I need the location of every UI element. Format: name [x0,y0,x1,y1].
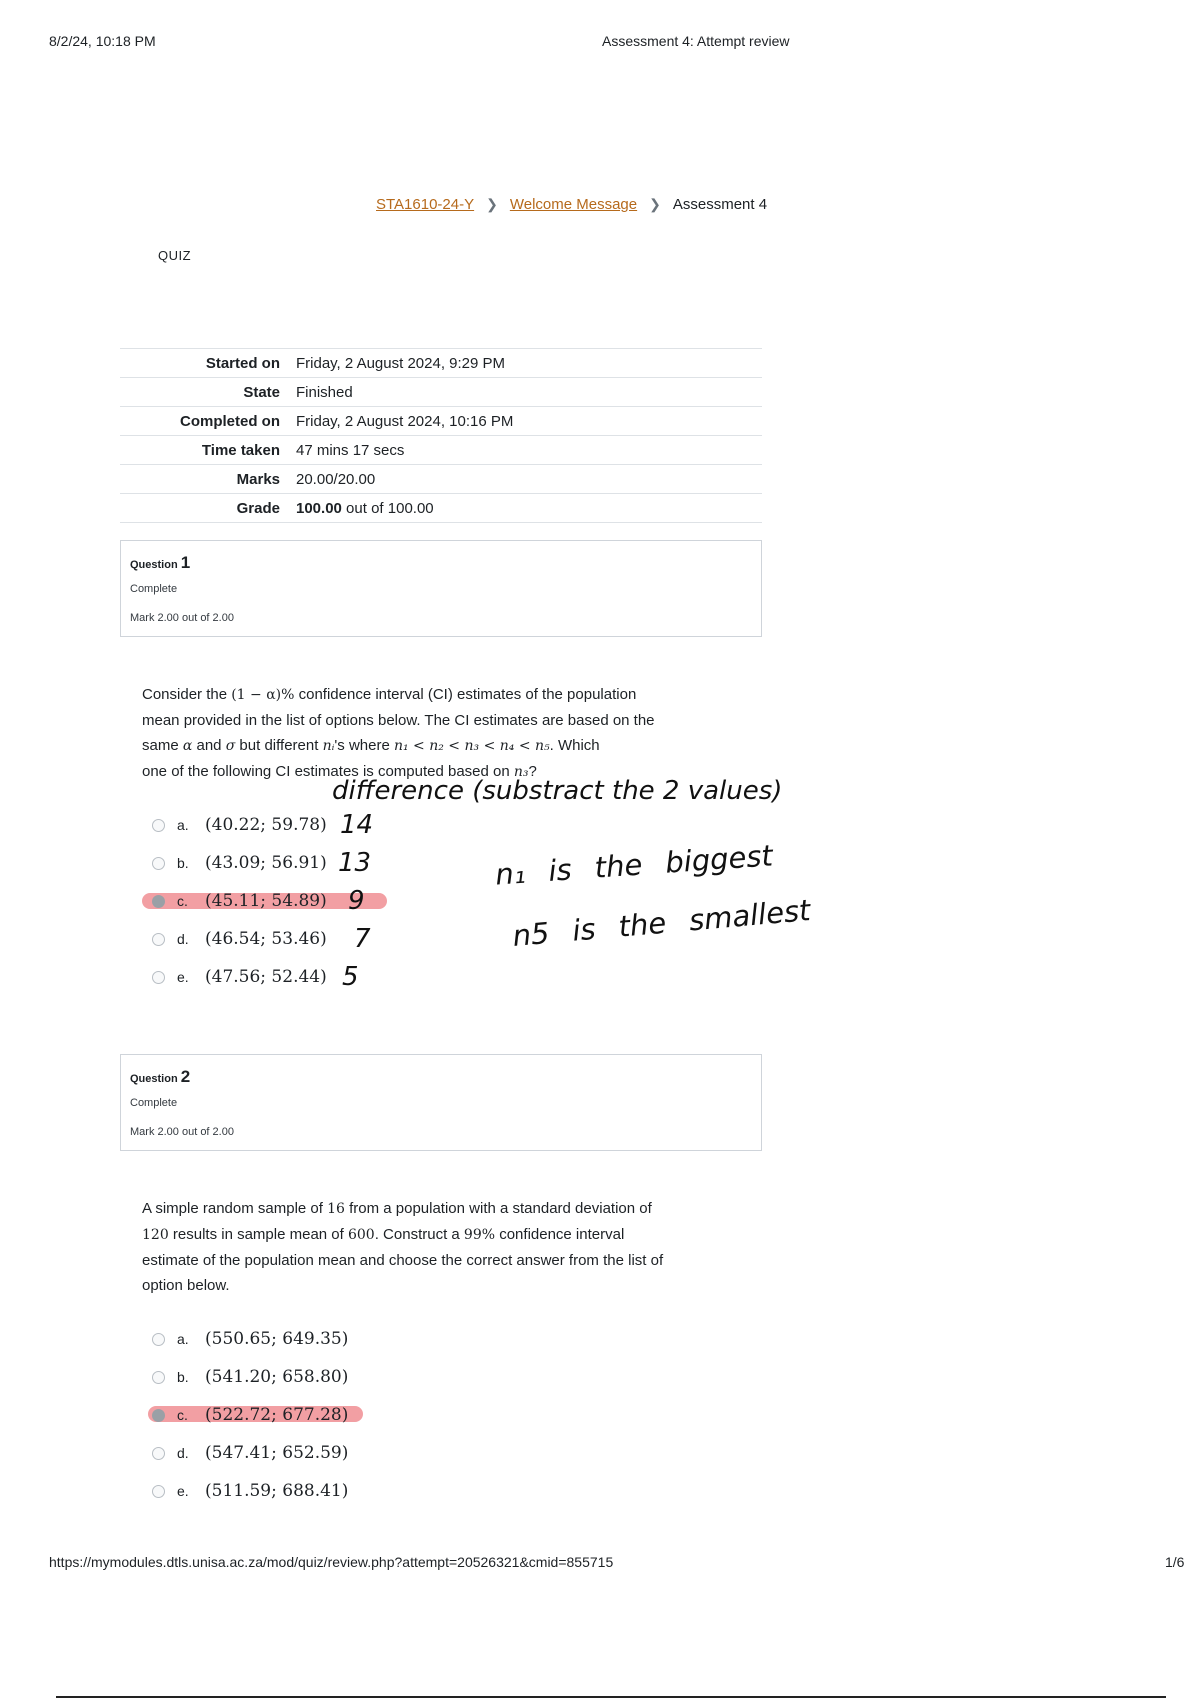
option-letter: c. [177,1407,188,1423]
text: same [142,737,183,754]
text: from a population with a standard deviation of [344,1200,652,1217]
summary-value: 47 mins 17 secs [296,436,762,465]
summary-value: Finished [296,378,762,407]
question-number [130,1067,190,1087]
handwritten-number: 13 [338,848,372,878]
handwritten-number: 9 [348,886,365,916]
option-letter: d. [177,1445,189,1461]
breadcrumb-course-link[interactable]: STA1610-24-Y [376,196,475,213]
option-value: (547.41; 652.59) [205,1443,349,1463]
option-d[interactable] [152,1438,348,1468]
math: 99% [463,1227,496,1243]
radio-button[interactable] [152,971,165,984]
question-2-options [152,1324,348,1506]
option-c-selected[interactable] [152,1400,348,1430]
option-value: (541.20; 658.80) [205,1367,349,1387]
option-a[interactable] [152,1324,348,1354]
math: n₃ [513,764,529,780]
option-c-selected[interactable] [152,886,327,916]
summary-row-time [120,436,762,465]
question-number [130,553,190,573]
option-a[interactable] [152,810,327,840]
math: nᵢ [322,738,335,754]
q2-text-line [142,1222,742,1248]
text: but different [235,737,323,754]
question-2-text [142,1196,742,1298]
math: 120 [142,1227,169,1243]
question-1-info [120,540,762,637]
math: σ [225,738,236,754]
print-footer-url: https://mymodules.dtls.unisa.ac.za/mod/quiz/review.php?attempt=20526321&cmid=855715 [49,1554,614,1570]
math: 16 [327,1201,345,1217]
q2-text-line [142,1196,742,1222]
handwritten-number: 5 [342,962,359,992]
summary-value: 20.00/20.00 [296,465,762,494]
summary-row-started [120,349,762,378]
radio-button-selected[interactable] [152,895,165,908]
breadcrumb [376,196,767,213]
question-1-options [152,810,327,992]
math: 600 [347,1227,375,1243]
print-datetime: 8/2/24, 10:18 PM [49,33,156,49]
text: results in sample mean of [168,1226,348,1243]
option-letter: e. [177,1483,189,1499]
radio-button[interactable] [152,933,165,946]
q1-text-line [142,682,742,708]
option-letter: d. [177,931,189,947]
option-letter: b. [177,855,189,871]
radio-button[interactable] [152,1485,165,1498]
q1-text-line: mean provided in the list of options below. The CI estimates are based on the [142,712,655,729]
text: 's where [334,737,394,754]
text: confidence interval [495,1226,625,1243]
attempt-summary-table [120,348,762,523]
text: A simple random sample of [142,1200,328,1217]
summary-label: Completed on [120,407,296,436]
option-b[interactable] [152,848,327,878]
question-2-info [120,1054,762,1151]
option-e[interactable] [152,962,327,992]
breadcrumb-welcome-link[interactable]: Welcome Message [509,196,638,213]
option-value: (46.54; 53.46) [205,929,327,949]
question-number-value: 2 [180,1067,191,1086]
summary-row-completed [120,407,762,436]
math: α [182,738,193,754]
option-value: (43.09; 56.91) [205,853,327,873]
radio-button[interactable] [152,1371,165,1384]
summary-label: Grade [120,494,296,523]
summary-row-grade [120,494,762,523]
option-d[interactable] [152,924,327,954]
text: Consider the [142,686,232,703]
radio-button[interactable] [152,1333,165,1346]
option-letter: e. [177,969,189,985]
radio-button[interactable] [152,819,165,832]
option-e[interactable] [152,1476,348,1506]
radio-button-selected[interactable] [152,1409,165,1422]
option-letter: a. [177,817,189,833]
text: and [192,737,226,754]
text: ? [528,763,537,780]
grade-score: 100.00 [296,499,342,517]
summary-row-state [120,378,762,407]
option-letter: c. [177,893,188,909]
print-page-number: 1/6 [1165,1554,1185,1570]
summary-value [296,494,762,523]
q2-text-line: option below. [142,1277,230,1294]
summary-label: Marks [120,465,296,494]
summary-value: Friday, 2 August 2024, 10:16 PM [296,407,762,436]
handwritten-note-biggest: n₁ is the biggest [494,838,774,892]
question-prefix: Question [130,559,178,571]
option-value: (550.65; 649.35) [205,1329,349,1349]
handwritten-number: 7 [354,924,371,954]
summary-label: State [120,378,296,407]
radio-button[interactable] [152,1447,165,1460]
summary-label: Time taken [120,436,296,465]
page-type-label: QUIZ [158,248,192,263]
grade-out-of: out of 100.00 [341,499,434,517]
radio-button[interactable] [152,857,165,870]
question-state: Complete [130,583,178,595]
text: one of the following CI estimates is computed based on [142,763,514,780]
handwritten-heading: difference (substract the 2 values) [332,776,783,806]
option-b[interactable] [152,1362,348,1392]
option-value: (511.59; 688.41) [205,1481,349,1501]
q2-text-line: estimate of the population mean and choose the correct answer from the list of [142,1252,664,1269]
question-1-text [142,682,742,785]
summary-label: Started on [120,349,296,378]
text: confidence interval (CI) estimates of the population [294,686,637,703]
option-letter: b. [177,1369,189,1385]
handwritten-number: 14 [340,810,374,840]
text: . Which [549,737,600,754]
page-bottom-rule [56,1696,1166,1698]
print-page-title: Assessment 4: Attempt review [602,33,790,49]
option-value: (522.72; 677.28) [205,1405,349,1425]
q1-text-line [142,733,742,759]
question-mark: Mark 2.00 out of 2.00 [130,1126,234,1138]
option-value: (40.22; 59.78) [205,815,327,835]
math: n₁ < n₂ < n₃ < n₄ < n₅ [393,738,550,754]
summary-value: Friday, 2 August 2024, 9:29 PM [296,349,762,378]
text: . Construct a [374,1226,464,1243]
option-value: (45.11; 54.89) [205,891,327,911]
option-letter: a. [177,1331,189,1347]
option-value: (47.56; 52.44) [205,967,327,987]
question-prefix: Question [130,1073,178,1085]
question-state: Complete [130,1097,178,1109]
breadcrumb-current: Assessment 4 [672,196,768,213]
chevron-right-icon: ❯ [486,196,498,212]
question-number-value: 1 [180,553,191,572]
question-mark: Mark 2.00 out of 2.00 [130,612,234,624]
summary-row-marks [120,465,762,494]
math: (1 − α)% [231,687,295,703]
handwritten-note-smallest: n5 is the smallest [511,893,812,953]
chevron-right-icon: ❯ [649,196,661,212]
